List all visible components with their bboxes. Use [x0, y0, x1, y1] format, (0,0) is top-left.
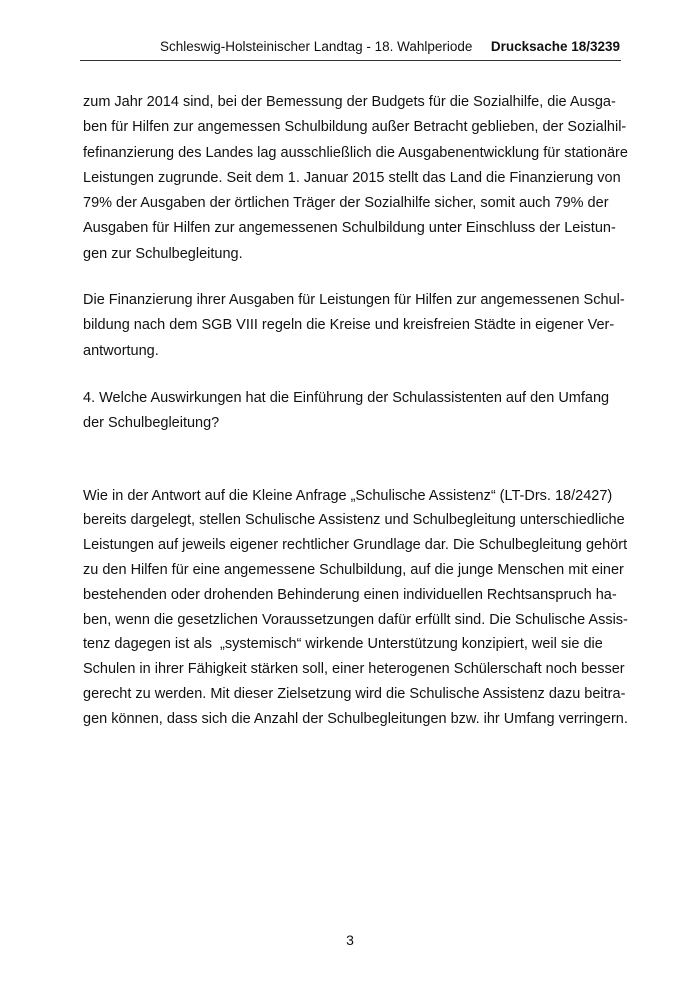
text-line: Wie in der Antwort auf die Kleine Anfrage „Schulische Assistenz“ (LT-Drs. 18/2427) — [83, 487, 613, 504]
document-number: Drucksache 18/3239 — [490, 39, 620, 54]
text-line: der Schulbegleitung? — [83, 415, 220, 432]
text-line: bereits dargelegt, stellen Schulische Assistenz und Schulbegleitung unterschiedliche — [83, 512, 625, 529]
page-number: 3 — [346, 932, 354, 948]
answer-4 — [83, 484, 643, 732]
text-line: Schulen in ihrer Fähigkeit stärken soll, einer heterogenen Schülerschaft noch besser — [83, 661, 625, 678]
text-line: ben, wenn die gesetzlichen Voraussetzungen dafür erfüllt sind. Die Schulische Assis- — [83, 611, 628, 628]
text-line: ben für Hilfen zur angemessen Schulbildung außer Betracht geblieben, der Sozialhil- — [83, 119, 627, 136]
text-line: zum Jahr 2014 sind, bei der Bemessung der Budgets für die Sozialhilfe, die Ausga- — [83, 94, 616, 110]
text-line: Die Finanzierung ihrer Ausgaben für Leistungen für Hilfen zur angemessenen Schul- — [83, 292, 625, 309]
header-divider — [80, 60, 621, 61]
question-4 — [83, 386, 643, 437]
text-line: bildung nach dem SGB VIII regeln die Kreise und kreisfreien Städte in eigener Ver- — [83, 317, 615, 334]
text-line: antwortung. — [83, 342, 159, 359]
text-line: gerecht zu werden. Mit dieser Zielsetzung wird die Schulische Assistenz dazu beitra- — [83, 685, 626, 702]
text-line: bestehenden oder drohenden Behinderung einen individuellen Rechtsanspruch ha- — [83, 586, 617, 603]
text-line: Leistungen auf jeweils eigener rechtlicher Grundlage dar. Die Schulbegleitung gehört — [83, 537, 628, 554]
text-line: 79% der Ausgaben der örtlichen Träger der Sozialhilfe sicher, somit auch 79% der — [83, 195, 609, 212]
text-line: fefinanzierung des Landes lag ausschließlich die Ausgabenentwicklung für stationäre — [83, 144, 628, 161]
text-line: Ausgaben für Hilfen zur angemessenen Schulbildung unter Einschluss der Leistun- — [83, 220, 616, 237]
document-body — [83, 90, 643, 732]
text-line: tenz dagegen ist als „systemisch“ wirkende Unterstützung konzipiert, weil sie die — [83, 636, 603, 653]
header-title: Schleswig-Holsteinischer Landtag - 18. Wahlperiode — [160, 39, 473, 54]
text-line: 4. Welche Auswirkungen hat die Einführung der Schulassistenten auf den Umfang — [83, 389, 610, 406]
text-line: Leistungen zugrunde. Seit dem 1. Januar 2015 stellt das Land die Finanzierung von — [83, 169, 621, 186]
paragraph-budget-financing — [83, 90, 643, 267]
text-line: zu den Hilfen für eine angemessene Schulbildung, auf die junge Menschen mit einer — [83, 561, 624, 578]
text-line: gen zur Schulbegleitung. — [83, 245, 243, 262]
paragraph-district-financing — [83, 288, 643, 364]
text-line: gen können, dass sich die Anzahl der Schulbegleitungen bzw. ihr Umfang verringern. — [83, 710, 628, 727]
